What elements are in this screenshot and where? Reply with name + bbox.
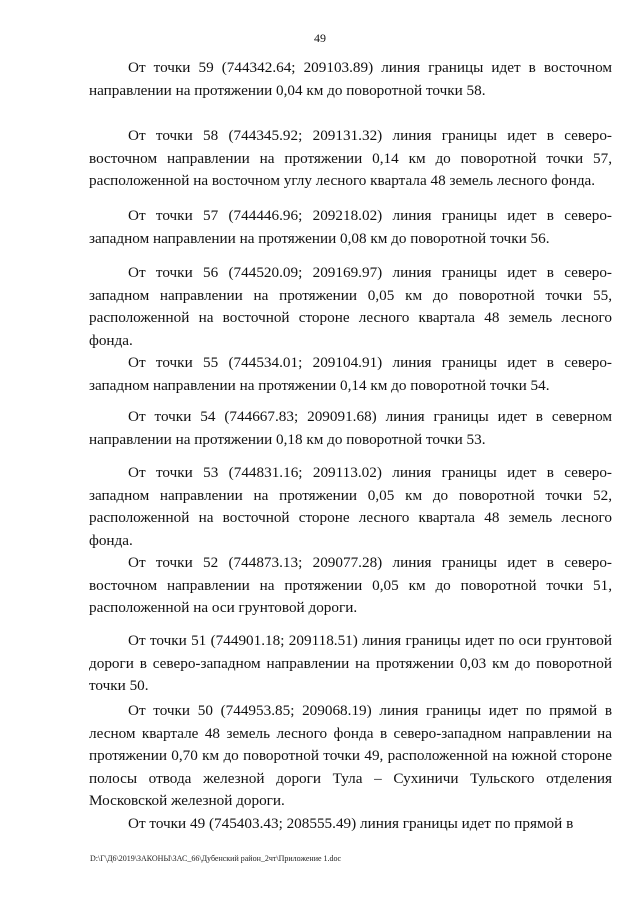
paragraph-point-51: От точки 51 (744901.18; 209118.51) линия границы идет по оси грунтовой дороги в северо-западном направлении на протяжении 0,03 км до поворотной точки 50.: [89, 632, 612, 694]
file-path-footer: D:\Г\Д6\2019\ЗАКОНЫ\ЗАС_66\Дубенский район_2чт\Приложение 1.doc: [90, 854, 342, 863]
paragraph-point-56: От точки 56 (744520.09; 209169.97) линия границы идет в северо-западном направлении на протяжении 0,05 км до поворотной точки 55, расположенной на восточной стороне лесного квартала 48 земель лесного фонда.: [89, 264, 612, 349]
paragraph-point-53: От точки 53 (744831.16; 209113.02) линия границы идет в северо-западном направлении на протяжении 0,05 км до поворотной точки 52, расположенной на восточной стороне лесного квартала 48 земель лесного фонда.: [89, 464, 612, 549]
paragraph-point-59: От точки 59 (744342.64; 209103.89) линия границы идет в восточном направлении на протяжении 0,04 км до поворотной точки 58.: [89, 59, 612, 99]
paragraph-point-55: От точки 55 (744534.01; 209104.91) линия границы идет в северо-западном направлении на протяжении 0,14 км до поворотной точки 54.: [89, 354, 612, 394]
page-number: 49: [314, 31, 326, 45]
paragraph-point-58: От точки 58 (744345.92; 209131.32) линия границы идет в северо-восточном направлении на протяжении 0,14 км до поворотной точки 57, расположенной на восточном углу лесного квартала 48 земель лесного фонда.: [89, 127, 612, 189]
paragraph-point-49: От точки 49 (745403.43; 208555.49) линия границы идет по прямой в: [128, 815, 574, 832]
paragraph-point-50: От точки 50 (744953.85; 209068.19) линия границы идет по прямой в лесном квартале 48 земель лесного фонда в северо-западном направлении на протяжении 0,70 км до поворотной точки 49, расположенной на южной стороне полосы отвода железной дороги Тула – Сухиничи Тульского отделения Московской железной дороги.: [89, 702, 612, 809]
paragraph-point-57: От точки 57 (744446.96; 209218.02) линия границы идет в северо-западном направлении на протяжении 0,08 км до поворотной точки 56.: [89, 207, 612, 247]
paragraph-point-54: От точки 54 (744667.83; 209091.68) линия границы идет в северном направлении на протяжении 0,18 км до поворотной точки 53.: [89, 408, 612, 448]
paragraph-point-52: От точки 52 (744873.13; 209077.28) линия границы идет в северо-восточном направлении на протяжении 0,05 км до поворотной точки 51, расположенной на оси грунтовой дороги.: [89, 554, 612, 616]
